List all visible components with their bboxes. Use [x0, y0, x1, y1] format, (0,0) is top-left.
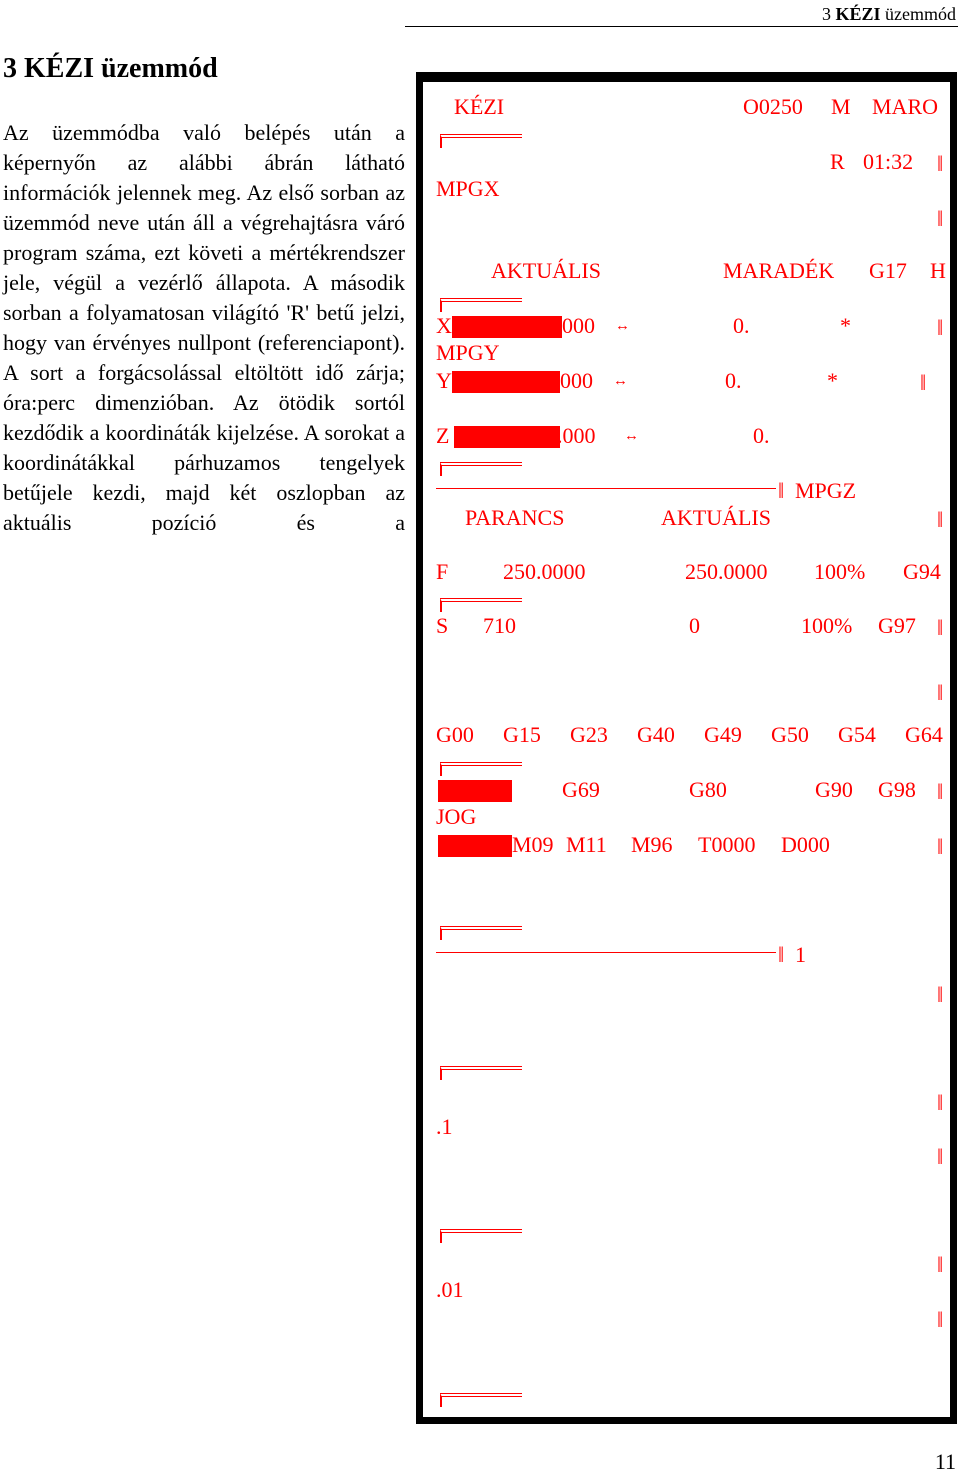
header-chapter-rest: üzemmód [885, 4, 956, 24]
box-corner [440, 762, 522, 776]
unit-label: M [831, 94, 851, 119]
gcode-item: G69 [562, 777, 600, 802]
y-axis-label: Y [436, 368, 452, 393]
program-number: O0250 [743, 94, 803, 119]
box-edge: ‖ [937, 982, 944, 1007]
cnc-screen-figure [416, 72, 957, 1424]
divider-line [436, 952, 776, 953]
box-corner [440, 1066, 522, 1080]
mcode-item: M96 [631, 832, 673, 857]
mpgy-label: MPGY [436, 340, 500, 365]
gcode-item: G98 [878, 777, 916, 802]
redaction-bar [438, 780, 512, 802]
x-arrow-icon: ↔ [615, 318, 630, 334]
header-rule [405, 26, 958, 27]
box-corner [440, 462, 522, 476]
feed-label: F [436, 559, 449, 584]
box-edge: ‖ [937, 206, 944, 231]
page-number: 11 [934, 1449, 956, 1474]
box-edge: ‖ [778, 478, 785, 503]
y-actual-value: 000 [560, 368, 593, 393]
feed-command: 250.0000 [503, 559, 586, 584]
redaction-bar [454, 426, 560, 448]
gcode-item: G90 [815, 777, 853, 802]
z-arrow-icon: ↔ [624, 428, 639, 444]
redaction-bar [452, 316, 562, 338]
y-arrow-icon: ↔ [613, 373, 628, 389]
box-edge: ‖ [937, 834, 944, 859]
feed-actual: 250.0000 [685, 559, 768, 584]
gcode-item: G54 [838, 722, 876, 747]
gcode-item: G49 [704, 722, 742, 747]
elapsed-time: 01:32 [863, 149, 914, 174]
box-edge: ‖ [937, 680, 944, 705]
command-column-header: PARANCS [465, 505, 565, 530]
section-title: 3 KÉZI üzemmód [3, 53, 218, 84]
mpgz-label: MPGZ [795, 478, 857, 503]
box-corner [440, 926, 522, 940]
reference-indicator: R [830, 149, 845, 174]
spindle-mode-code: G97 [878, 613, 916, 638]
gcode-item: G00 [436, 722, 474, 747]
divider-line [436, 488, 776, 489]
header-chapter-number: 3 [821, 4, 831, 24]
box-edge: ‖ [937, 779, 944, 804]
redaction-bar [438, 835, 512, 857]
z-actual-value: .000 [557, 423, 596, 448]
actual-column-header: AKTUÁLIS [491, 258, 601, 283]
feed-override: 100% [814, 559, 866, 584]
running-header [822, 4, 956, 25]
box-corner [440, 1393, 522, 1407]
h-label: H [930, 258, 946, 283]
actual-column-header-2: AKTUÁLIS [661, 505, 771, 530]
mpgx-label: MPGX [436, 176, 500, 201]
gcode-item: G50 [771, 722, 809, 747]
remaining-column-header: MARADÉK [723, 258, 835, 283]
spindle-actual: 0 [689, 613, 700, 638]
box-corner [440, 298, 522, 312]
box-corner [440, 134, 522, 148]
box-edge: ‖ [937, 1252, 944, 1277]
box-edge: ‖ [937, 615, 944, 640]
box-edge: ‖ [937, 1090, 944, 1115]
redaction-bar [452, 371, 560, 393]
box-edge: ‖ [920, 370, 927, 395]
x-star-marker: * [840, 313, 851, 338]
gcode-item: G64 [905, 722, 943, 747]
gcode-item: G15 [503, 722, 541, 747]
increment-one: 1 [795, 942, 806, 967]
y-star-marker: * [827, 368, 838, 393]
x-axis-label: X [436, 313, 452, 338]
increment-hundredth: .01 [436, 1277, 464, 1302]
increment-tenth: .1 [436, 1114, 453, 1139]
box-edge: ‖ [937, 151, 944, 176]
header-chapter-title: KÉZI [835, 4, 881, 24]
feed-mode-code: G94 [903, 559, 941, 584]
y-remaining-value: 0. [725, 368, 742, 393]
box-corner [440, 598, 522, 612]
body-paragraph: Az üzemmódba való belépés után a képernyőn az alábbi ábrán látható információk jelennek meg. Az első sorban az üzemmód neve után áll a végrehajtásra váró program száma, ezt követi a mértékrendszer jele, végül a vezérlő állapota. A második sorban a folyamatosan világító 'R' betű jelzi, hogy van érvényes nullpont (referenciapont). A sort a forgácsolással eltöltött idő zárja; óra:perc dimenzióban. Az ötödik sortól kezdődik a koordináták kijelzése. A sorokat a koordinátákkal párhuzamos tengelyek betűjele kezdi, majd két oszlopban az aktuális pozíció és a [3, 120, 405, 535]
gcode-item: G40 [637, 722, 675, 747]
gcode-item: G80 [689, 777, 727, 802]
box-edge: ‖ [937, 315, 944, 340]
gcode-item: G23 [570, 722, 608, 747]
spindle-command: 710 [483, 613, 516, 638]
box-edge: ‖ [937, 507, 944, 532]
mode-label: KÉZI [454, 94, 505, 119]
x-remaining-value: 0. [733, 313, 750, 338]
tool-code: T0000 [698, 832, 756, 857]
plane-code: G17 [869, 258, 907, 283]
mcode-item: M09 [512, 832, 554, 857]
z-axis-label: Z [436, 423, 450, 448]
box-edge: ‖ [778, 942, 785, 967]
x-actual-value: 000 [562, 313, 595, 338]
jog-label: JOG [436, 804, 477, 829]
offset-code: D000 [781, 832, 830, 857]
z-remaining-value: 0. [753, 423, 770, 448]
state-label: MARO [872, 94, 939, 119]
box-edge: ‖ [937, 1307, 944, 1332]
spindle-override: 100% [801, 613, 853, 638]
box-corner [440, 1229, 522, 1243]
spindle-label: S [436, 613, 449, 638]
box-edge: ‖ [937, 1144, 944, 1169]
mcode-item: M11 [566, 832, 607, 857]
